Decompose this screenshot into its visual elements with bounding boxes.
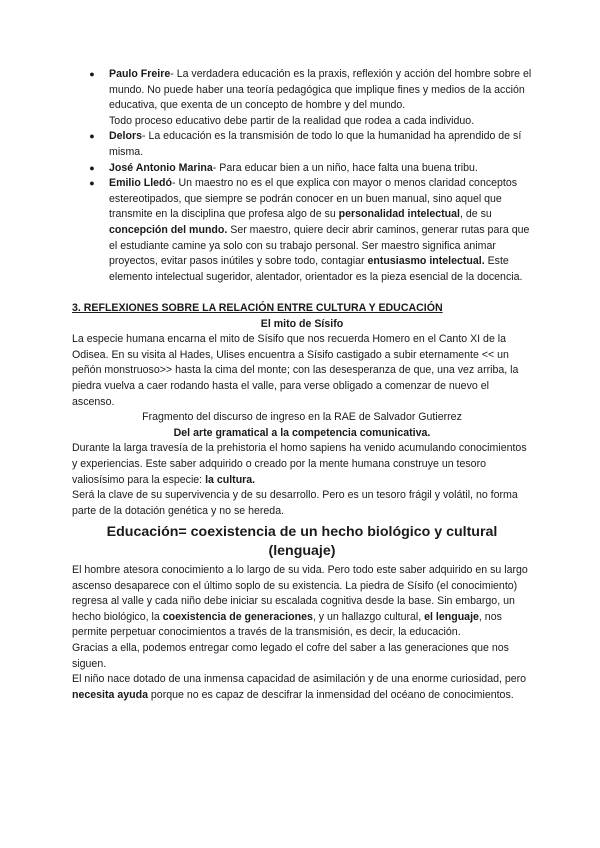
source-title: Del arte gramatical a la competencia comunicativa. xyxy=(173,426,431,439)
paragraph-text: El hombre atesora conocimiento a lo largo de su vida. Pero todo este saber adquirido en su largo ascenso desaparece con el último soplo de su existencia. La piedra de Sísifo (el conocimiento) regresa al valle y cada niño debe iniciar su escalada cognitiva desde la base. Sin embargo, un hecho biológico, la xyxy=(72,564,528,623)
paragraph-text: El niño nace dotado de una inmensa capacidad de asimilación y de una enorme curiosidad, pero xyxy=(72,673,527,686)
list-item xyxy=(86,161,532,177)
quote-text: - La educación es la transmisión de todo lo que la humanidad ha aprendido de sí misma. xyxy=(109,130,522,158)
quote-text: Todo proceso educativo debe partir de la realidad que rodea a cada individuo. xyxy=(109,114,475,127)
author-name: José Antonio Marina xyxy=(109,161,213,174)
paragraph: Será la clave de su supervivencia y de su desarrollo. Pero es un tesoro frágil y volátil, no forma parte de la dotación genética y no se hereda. xyxy=(72,489,518,517)
emphasis-text: entusiasmo intelectual. xyxy=(367,255,485,268)
bullet-icon: ● xyxy=(89,131,95,142)
quote-text: Este elemento intelectual sugeridor, alentador, orientador es la pieza esencial de la docencia. xyxy=(109,255,523,283)
source-citation: Fragmento del discurso de ingreso en la RAE de Salvador Gutierrez xyxy=(142,411,462,424)
author-name: Paulo Freire xyxy=(109,68,171,80)
paragraph xyxy=(72,441,532,488)
bullet-icon: ● xyxy=(89,162,95,173)
author-quotes-list xyxy=(86,67,532,285)
emphasis-text: el lenguaje xyxy=(424,610,479,623)
section-3 xyxy=(72,301,532,519)
paragraph-text: porque no es capaz de descifrar la inmensidad del océano de conocimientos. xyxy=(147,688,514,701)
author-name: Delors xyxy=(109,130,142,143)
quote-text: - La verdadera educación es la praxis, reflexión y acción del hombre sobre el mundo. No puede haber una teoría pedagógica que implique fines y medios de la acción educativa, que exenta de un concepto de hombre y del mundo. xyxy=(109,68,532,112)
paragraph: Gracias a ella, podemos entregar como legado el cofre del saber a las generaciones que nos siguen. xyxy=(72,641,509,670)
quote-text: - Para educar bien a un niño, hace falta una buena tribu. xyxy=(212,161,478,174)
quote-text: Ser maestro, quiere decir abrir caminos, generar rutas para que el estudiante camine ya solo con su trabajo personal. Ser maestro significa animar proyectos, evitar pasos inútiles y sobre todo, contagiar xyxy=(109,223,530,268)
list-item xyxy=(86,67,532,129)
paragraph xyxy=(72,672,532,703)
emphasis-text: necesita ayuda xyxy=(72,688,148,701)
emphasis-text: coexistencia de generaciones xyxy=(162,610,313,623)
paragraph-text: , y un hallazgo cultural, xyxy=(312,610,425,623)
paragraph-text: Durante la larga travesía de la prehistoria el homo sapiens ha venido acumulando conocimientos y experiencias. Este saber adquirido o creado por la mente humana construye un tesoro valiosísimo para la especie: xyxy=(72,442,527,486)
section-title: 3. REFLEXIONES SOBRE LA RELACIÓN ENTRE CULTURA Y EDUCACIÓN xyxy=(72,302,443,314)
author-name: Emilio Lledó xyxy=(109,177,172,190)
emphasis-text: personalidad intelectual xyxy=(338,208,460,221)
paragraph: La especie humana encarna el mito de Sísifo que nos recuerda Homero en el Canto XI de la Odisea. En su visita al Hades, Ulises encuentra a Sísifo castigado a subir eternamente << un peñón monstruoso>> hasta la cima del monte; con las desesperanza de que, una vez arriba, la piedra vuelva a caer rodando hasta el valle, para verse obligado a comenzar de nuevo el ascenso. xyxy=(72,333,519,408)
quote-text: , de su xyxy=(459,208,492,221)
section-subtitle: El mito de Sísifo xyxy=(260,317,344,330)
section-4 xyxy=(72,523,532,703)
list-item xyxy=(86,129,532,160)
paragraph xyxy=(72,563,532,641)
section-heading: Educación= coexistencia de un hecho biológico y cultural (lenguaje) xyxy=(106,524,498,559)
paragraph-text: , nos permite perpetuar conocimientos a través de la transmisión, es decir, la educación. xyxy=(72,610,502,639)
bullet-icon: ● xyxy=(89,69,95,79)
bullet-icon: ● xyxy=(89,178,95,189)
emphasis-text: la cultura. xyxy=(205,473,256,486)
list-item xyxy=(86,176,532,285)
emphasis-text: concepción del mundo. xyxy=(109,223,228,236)
quote-text: - Un maestro no es el que explica con mayor o menos claridad conceptos estereotipados, que siempre se podrán conocer en un buen manual, sino aquel que transmite en la disciplina que profesa algo de su xyxy=(109,177,518,221)
